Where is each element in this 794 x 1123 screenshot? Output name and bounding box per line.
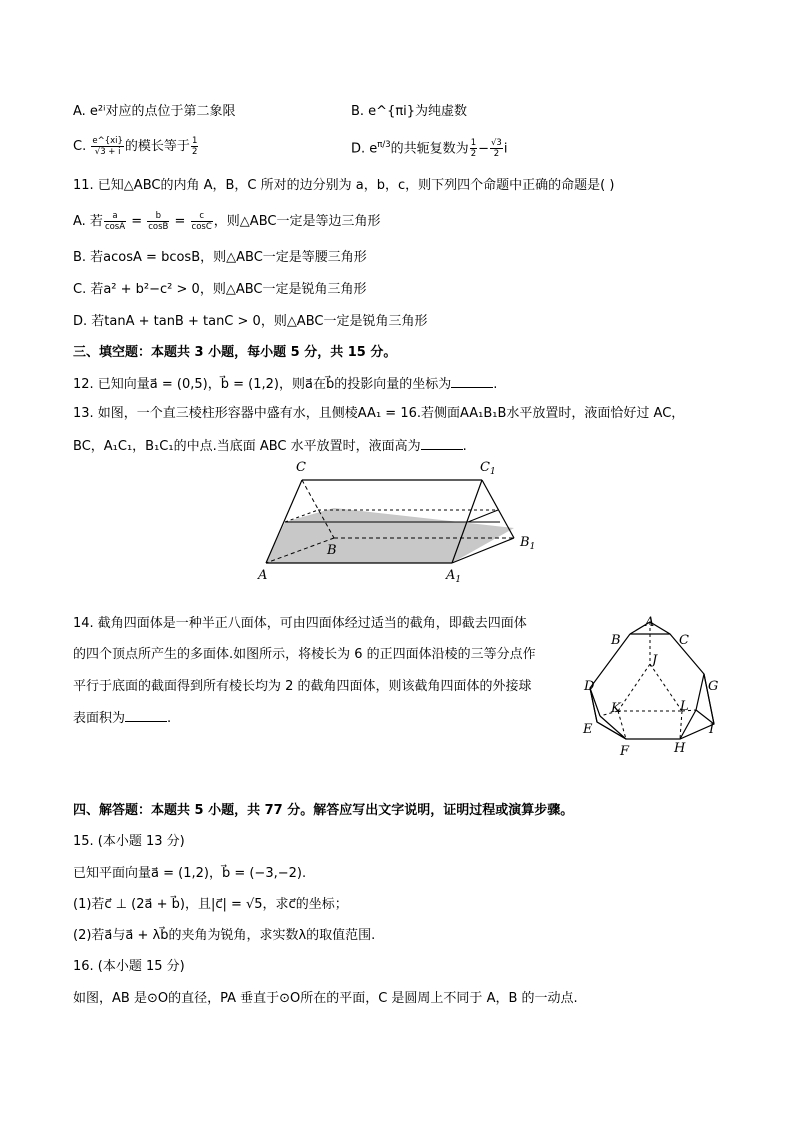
- vertex-label: I: [709, 722, 715, 737]
- question-15-given: 已知平面向量a⃗ = (1,2)，b⃗ = (−3,−2).: [73, 866, 307, 881]
- vertex-label: H: [674, 741, 686, 756]
- vertex-label-A1: $A_1$: [446, 568, 462, 585]
- prism-figure: [250, 455, 550, 585]
- vertex-label: J: [652, 653, 658, 668]
- section-4-heading: 四、解答题：本题共 5 小题，共 77 分。解答应写出文字说明，证明过程或演算步骤。: [73, 803, 574, 818]
- water-region: [266, 508, 514, 563]
- question-16-title: 16. (本小题 15 分): [73, 959, 185, 974]
- option-10b: B. e^{πi}为纯虚数: [351, 104, 468, 119]
- question-13-line1: 13. 如图，一个直三棱柱形容器中盛有水，且侧棱AA₁ = 16.若侧面AA₁B₁B水平放置时，液面恰好过 AC，: [73, 406, 685, 421]
- option-11b: B. 若acosA = bcosB，则△ABC一定是等腰三角形: [73, 250, 367, 265]
- option-11d: D. 若tanA + tanB + tanC > 0，则△ABC一定是锐角三角形: [73, 314, 428, 329]
- question-16-text: 如图，AB 是⊙O的直径，PA 垂直于⊙O所在的平面，C 是圆周上不同于 A，B 的一动点.: [73, 991, 578, 1006]
- vertex-label-B: B: [327, 543, 337, 558]
- fraction: $\frac{a}{\cos A}$: [104, 211, 126, 232]
- vertex-label: K: [611, 701, 621, 716]
- question-14-line2: 的四个顶点所产生的多面体.如图所示，将棱长为 6 的正四面体沿棱的三等分点作: [73, 647, 536, 662]
- question-14-line1: 14. 截角四面体是一种半正八面体，可由四面体经过适当的截角，即截去四面体: [73, 616, 527, 631]
- option-10a: A. e²ⁱ对应的点位于第二象限: [73, 104, 236, 119]
- question-11-stem: 11. 已知△ABC的内角 A，B，C 所对的边分别为 a，b，c，则下列四个命题中正确的命题是( ): [73, 178, 615, 193]
- option-10c: C. $\frac{e\^{}\{xi\}}{√3 + i}$ 的模长等于 $\frac{1}{2}$: [73, 136, 198, 157]
- vertex-label: C: [679, 633, 689, 648]
- vertex-label-A: A: [258, 568, 268, 583]
- vertex-label: B: [611, 633, 621, 648]
- vertex-label-B1: $B_1$: [520, 535, 536, 552]
- question-12: 12. 已知向量a⃗ = (0,5)，b⃗ = (1,2)，则a⃗在b⃗的投影向量的坐标为 .: [73, 377, 498, 392]
- vertex-label: D: [584, 679, 595, 694]
- question-13-line2: BC，A₁C₁，B₁C₁的中点.当底面 ABC 水平放置时，液面高为 .: [73, 439, 467, 454]
- fraction: $\frac{b}{\cos B}$: [148, 211, 169, 232]
- vertex-label: F: [620, 744, 630, 759]
- fraction: $\frac{e\^{}\{xi\}}{√3 + i}$: [92, 136, 123, 157]
- answer-blank[interactable]: [421, 437, 463, 450]
- answer-blank[interactable]: [125, 709, 167, 722]
- section-3-heading: 三、填空题：本题共 3 小题，每小题 5 分，共 15 分。: [73, 345, 397, 360]
- truncated-tetrahedron-figure: [578, 612, 728, 762]
- option-11c: C. 若a² + b²−c² > 0，则△ABC一定是锐角三角形: [73, 282, 367, 297]
- fraction: $\frac{1}{2}$: [191, 136, 198, 157]
- fraction: $\frac{√3}{2}$: [491, 138, 502, 160]
- vertex-label: G: [708, 679, 719, 694]
- question-15-part2: (2)若a⃗与a⃗ + λb⃗的夹角为锐角，求实数λ的取值范围.: [73, 928, 376, 943]
- vertex-label: L: [680, 699, 689, 714]
- question-15-title: 15. (本小题 13 分): [73, 834, 185, 849]
- answer-blank[interactable]: [451, 375, 493, 388]
- vertex-label-C1: $C_1$: [480, 460, 496, 477]
- fraction: $\frac{c}{\cos C}$: [191, 211, 212, 232]
- question-14-line4: 表面积为 .: [73, 711, 172, 726]
- vertex-label: A: [645, 615, 655, 630]
- question-15-part1: (1)若c⃗ ⊥ (2a⃗ + b⃗)，且|c⃗| = √5，求c⃗的坐标；: [73, 897, 348, 912]
- option-10d: D. $e^{\pi/3}$的共轭复数为 $\frac{1}{2}$ − $\frac{√3}{2}$ i: [351, 138, 508, 160]
- option-11a: A. 若 $\frac{a}{\cos A}$ = $\frac{b}{\cos B}$ = $\frac{c}{\cos C}$ ，则△ABC一定是等边三角形: [73, 211, 381, 232]
- question-14-line3: 平行于底面的截面得到所有棱长均为 2 的截角四面体，则该截角四面体的外接球: [73, 679, 532, 694]
- fraction: $\frac{1}{2}$: [470, 138, 477, 160]
- vertex-label: E: [583, 722, 593, 737]
- vertex-label-C: C: [296, 460, 306, 475]
